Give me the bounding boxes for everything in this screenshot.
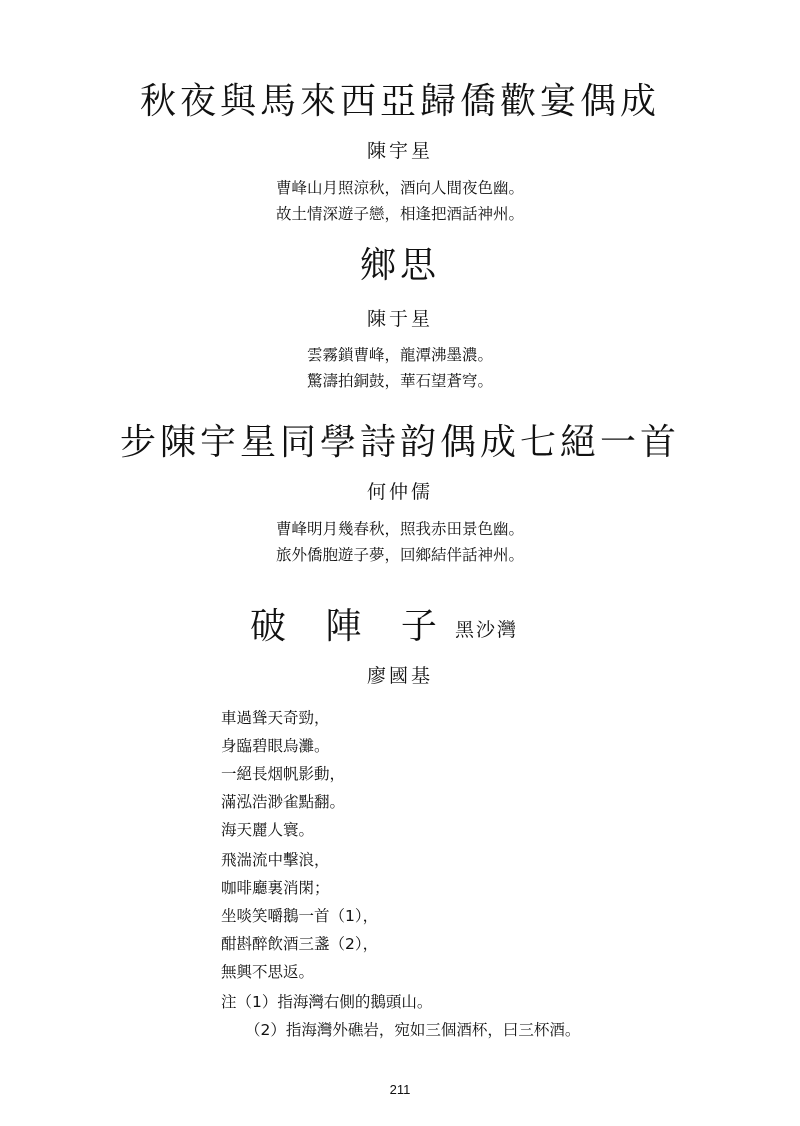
- poem-1-author: 陳宇星: [366, 140, 433, 162]
- ci-author: 廖國基: [366, 665, 433, 687]
- poem-3-verse: [0, 516, 800, 568]
- ci-stanza-1-line-2: 身臨碧眼烏灘。: [221, 737, 330, 755]
- poem-1-verse: [0, 175, 800, 227]
- ci-stanza-2: [221, 846, 641, 986]
- ci-stanza-2-line-4: 酣斟醉飲酒三盞（2），: [221, 935, 379, 953]
- ci-stanza-2-line-1: 飛湍流中擊浪，: [221, 851, 330, 869]
- ci-stanza-1-line-5: 海天麗人寰。: [221, 821, 315, 839]
- poem-1-title: 秋夜與馬來西亞歸僑歡宴偶成: [139, 81, 660, 122]
- ci-stanza-2-line-2: 咖啡廳裏消閑；: [221, 879, 330, 897]
- poem-3-line-1: 曹峰明月幾春秋，照我赤田景色幽。: [275, 520, 524, 538]
- ci-stanza-1-line-1: 車過聳天奇勁，: [221, 709, 330, 727]
- page-number: 211: [389, 1082, 411, 1097]
- poem-2-author: 陳于星: [366, 308, 433, 330]
- poem-3-title: 步陳宇星同學詩韵偶成七絕一首: [119, 422, 680, 463]
- ci-note-1: 注（1）指海灣右側的鵝頭山。: [221, 993, 433, 1011]
- ci-place: 黑沙灣: [455, 619, 519, 641]
- poem-2-title: 鄉思: [359, 245, 440, 286]
- ci-notes: [221, 988, 721, 1044]
- poem-3-author: 何仲儒: [366, 481, 433, 503]
- poem-2-line-2: 驚濤拍銅鼓，華石望蒼穹。: [306, 372, 493, 390]
- poem-1-line-2: 故土情深遊子戀，相逢把酒話神州。: [275, 205, 524, 223]
- ci-title: 破 陣 子: [250, 606, 451, 647]
- ci-stanza-1-line-3: 一絕長烟帆影動，: [221, 765, 346, 783]
- poem-2-line-1: 雲霧鎖曹峰，龍潭沸墨濃。: [306, 346, 493, 364]
- ci-note-2: （2）指海灣外礁岩，宛如三個酒杯，曰三杯酒。: [245, 1021, 581, 1039]
- ci-stanza-1: [221, 704, 641, 844]
- ci-heading: [0, 604, 800, 654]
- poem-2-verse: [0, 342, 800, 394]
- poem-3-line-2: 旅外僑胞遊子夢，回鄉結伴話神州。: [275, 546, 524, 564]
- poem-1-line-1: 曹峰山月照涼秋，酒向人間夜色幽。: [275, 179, 524, 197]
- ci-stanza-2-line-5: 無興不思返。: [221, 963, 315, 981]
- ci-stanza-2-line-3: 坐啖笑嚼鵝一首（1），: [221, 907, 379, 925]
- ci-stanza-1-line-4: 滿泓浩渺雀點翻。: [221, 793, 346, 811]
